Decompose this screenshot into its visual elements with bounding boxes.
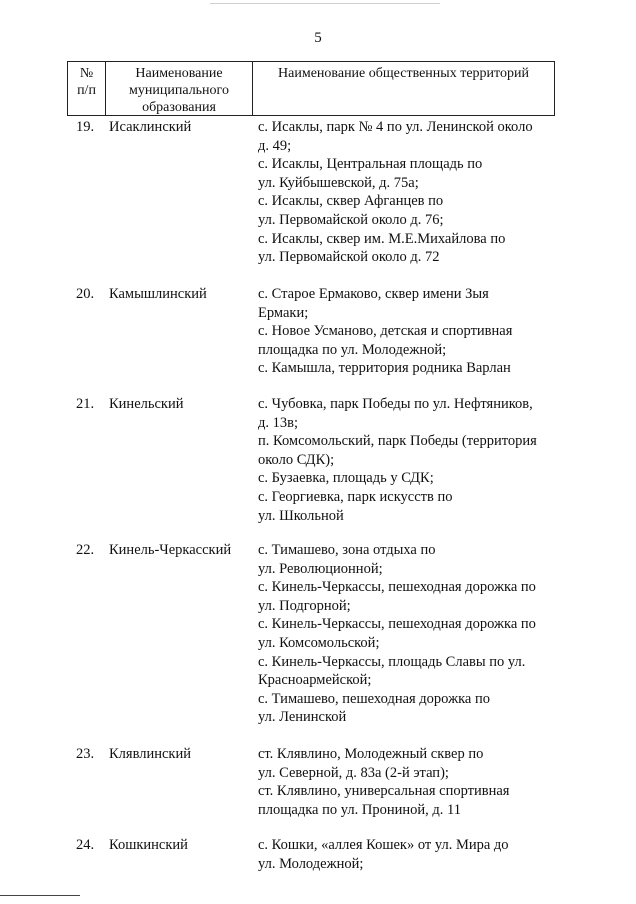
territory-line: ул. Первомайской около д. 76; bbox=[258, 211, 444, 228]
table-row bbox=[0, 285, 636, 395]
table-row bbox=[0, 836, 636, 886]
row-number: 22. bbox=[76, 542, 95, 558]
page-number: 5 bbox=[314, 30, 322, 46]
territory-line: д. 49; bbox=[258, 137, 292, 154]
header-number-label-2: п/п bbox=[77, 83, 96, 98]
territory-line: с. Тимашево, зона отдыха по bbox=[258, 542, 436, 558]
territory-line: с. Кошки, «аллея Кошек» от ул. Мира до bbox=[258, 837, 509, 853]
territory-line: с. Георгиевка, парк искусств по bbox=[258, 488, 453, 505]
row-territories bbox=[258, 118, 558, 267]
header-municipality-label-2: муниципального bbox=[129, 83, 229, 98]
row-municipality: Исаклинский bbox=[109, 119, 192, 135]
row-number: 21. bbox=[76, 396, 95, 412]
territory-line: ул. Революционной; bbox=[258, 560, 383, 577]
row-municipality: Кинель-Черкасский bbox=[109, 542, 232, 558]
row-number: 20. bbox=[76, 286, 95, 302]
header-municipality-label-1: Наименование bbox=[135, 66, 223, 81]
row-territories bbox=[258, 745, 558, 819]
table-row bbox=[0, 541, 636, 745]
territory-line: с. Новое Усманово, детская и спортивная bbox=[258, 323, 513, 340]
territory-line: с. Камышла, территория родника Варлан bbox=[258, 360, 511, 377]
header-territories-column bbox=[253, 62, 554, 115]
territory-line: п. Комсомольский, парк Победы (территория bbox=[258, 433, 537, 450]
table-body bbox=[0, 118, 636, 886]
territory-line: ул. Подгорной; bbox=[258, 597, 351, 614]
table-header bbox=[67, 61, 555, 116]
territory-line: с. Тимашево, пешеходная дорожка по bbox=[258, 690, 490, 707]
territory-line: с. Кинель-Черкассы, площадь Славы по ул. bbox=[258, 653, 526, 670]
territory-line: с. Исаклы, сквер Афганцев по bbox=[258, 193, 444, 210]
header-municipality-column bbox=[106, 62, 253, 115]
territory-line: ул. Молодежной; bbox=[258, 855, 364, 872]
row-municipality: Клявлинский bbox=[109, 746, 191, 762]
row-municipality: Кинельский bbox=[109, 396, 184, 412]
territory-line: площадка по ул. Молодежной; bbox=[258, 341, 447, 358]
bottom-edge-line bbox=[0, 895, 80, 896]
territory-line: ст. Клявлино, универсальная спортивная bbox=[258, 783, 510, 800]
territory-line: с. Кинель-Черкассы, пешеходная дорожка по bbox=[258, 579, 536, 596]
row-municipality: Кошкинский bbox=[109, 837, 188, 853]
row-territories bbox=[258, 541, 558, 727]
territory-line: Ермаки; bbox=[258, 304, 309, 321]
header-municipality-label-3: образования bbox=[142, 100, 216, 115]
header-territories-label: Наименование общественных территорий bbox=[278, 66, 529, 81]
territory-line: с. Кинель-Черкассы, пешеходная дорожка по bbox=[258, 616, 536, 633]
territory-line: ст. Клявлино, Молодежный сквер по bbox=[258, 746, 484, 762]
territory-line: с. Исаклы, Центральная площадь по bbox=[258, 156, 483, 173]
row-number: 19. bbox=[76, 119, 95, 135]
header-number-column bbox=[68, 62, 106, 115]
territory-line: ул. Школьной bbox=[258, 507, 344, 524]
territory-line: с. Бузаевка, площадь у СДК; bbox=[258, 470, 434, 487]
header-number-label: № bbox=[79, 66, 94, 81]
territory-line: с. Исаклы, парк № 4 по ул. Ленинской около bbox=[258, 119, 533, 135]
table-row bbox=[0, 745, 636, 836]
table-row bbox=[0, 118, 636, 285]
territory-line: около СДК); bbox=[258, 451, 335, 468]
row-territories bbox=[258, 395, 558, 525]
row-number: 24. bbox=[76, 837, 95, 853]
territory-line: с. Чубовка, парк Победы по ул. Нефтяников, bbox=[258, 396, 533, 412]
territory-line: Красноармейской; bbox=[258, 672, 372, 689]
territory-line: ул. Северной, д. 83а (2-й этап); bbox=[258, 764, 449, 781]
territory-line: ул. Первомайской около д. 72 bbox=[258, 249, 440, 266]
territory-line: с. Исаклы, сквер им. М.Е.Михайлова по bbox=[258, 230, 506, 247]
row-municipality: Камышлинский bbox=[109, 286, 207, 302]
territory-line: ул. Куйбышевской, д. 75а; bbox=[258, 174, 419, 191]
row-territories bbox=[258, 285, 558, 378]
territory-line: ул. Ленинской bbox=[258, 709, 347, 726]
table-row bbox=[0, 395, 636, 541]
territory-line: ул. Комсомольской; bbox=[258, 634, 380, 651]
territory-line: д. 13в; bbox=[258, 414, 299, 431]
territory-line: с. Старое Ермаково, сквер имени Зыя bbox=[258, 286, 489, 302]
row-number: 23. bbox=[76, 746, 95, 762]
row-territories bbox=[258, 836, 558, 873]
territory-line: площадка по ул. Прониной, д. 11 bbox=[258, 801, 461, 818]
top-edge-line bbox=[210, 3, 440, 4]
